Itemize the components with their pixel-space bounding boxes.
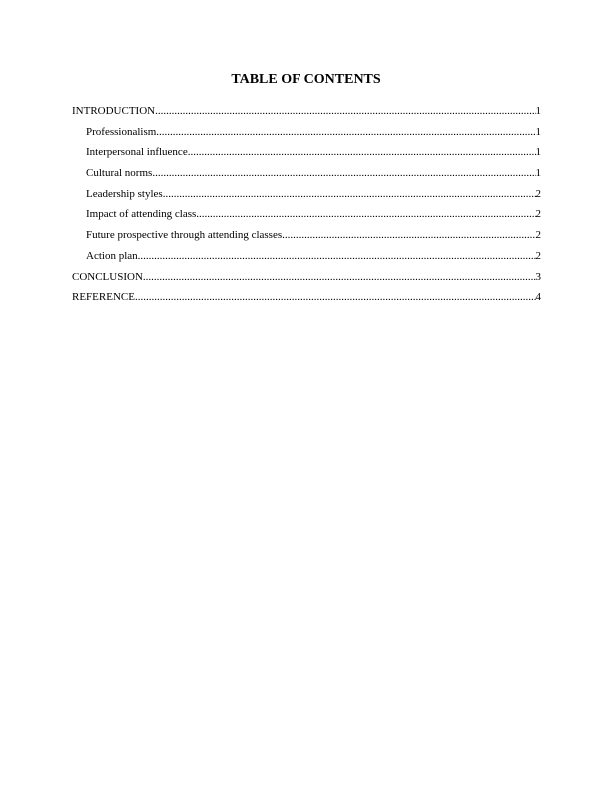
toc-entry-page: 2 (535, 229, 541, 242)
toc-dot-leader (282, 225, 535, 246)
toc-dot-leader (152, 163, 535, 184)
toc-entry-page: 4 (535, 291, 541, 304)
toc-entry-page: 1 (535, 167, 541, 180)
toc-entry-page: 1 (535, 146, 541, 159)
toc-dot-leader (196, 204, 535, 225)
toc-dot-leader (188, 142, 536, 163)
toc-entry-future-prospective[interactable] (72, 225, 541, 246)
toc-entry-leadership-styles[interactable] (72, 184, 541, 205)
toc-entry-page: 2 (535, 208, 541, 221)
toc-entry-professionalism[interactable] (72, 122, 541, 143)
toc-entry-text: Cultural norms (86, 167, 153, 180)
toc-entry-text: INTRODUCTION (72, 105, 156, 117)
toc-entry-text: Impact of attending class (86, 208, 197, 221)
toc-dot-leader (163, 184, 536, 205)
toc-entry-interpersonal-influence[interactable] (72, 142, 541, 163)
toc-list (72, 101, 541, 308)
toc-entry-page: 2 (535, 187, 541, 200)
toc-title: TABLE OF CONTENTS (231, 72, 381, 87)
toc-dot-leader (156, 122, 535, 143)
toc-entry-introduction[interactable] (72, 101, 541, 122)
toc-entry-impact-of-attending-class[interactable] (72, 204, 541, 225)
toc-dot-leader (135, 287, 536, 308)
toc-entry-reference[interactable] (72, 287, 541, 308)
toc-entry-cultural-norms[interactable] (72, 163, 541, 184)
toc-dot-leader (155, 101, 535, 122)
toc-entry-page: 1 (535, 105, 541, 117)
toc-entry-page: 1 (535, 125, 541, 138)
toc-entry-text: Leadership styles (86, 187, 163, 200)
toc-entry-text: REFERENCE (72, 291, 135, 304)
toc-entry-page: 2 (535, 249, 541, 262)
toc-entry-conclusion[interactable] (72, 267, 541, 288)
toc-entry-text: Professionalism (86, 125, 157, 138)
toc-entry-text: CONCLUSION (72, 270, 143, 283)
toc-dot-leader (143, 267, 536, 288)
toc-entry-text: Action plan (86, 249, 138, 262)
toc-dot-leader (138, 246, 536, 267)
toc-entry-text: Interpersonal influence (86, 146, 188, 159)
toc-entry-text: Future prospective through attending classes (86, 229, 283, 242)
toc-entry-action-plan[interactable] (72, 246, 541, 267)
toc-entry-page: 3 (535, 270, 541, 283)
